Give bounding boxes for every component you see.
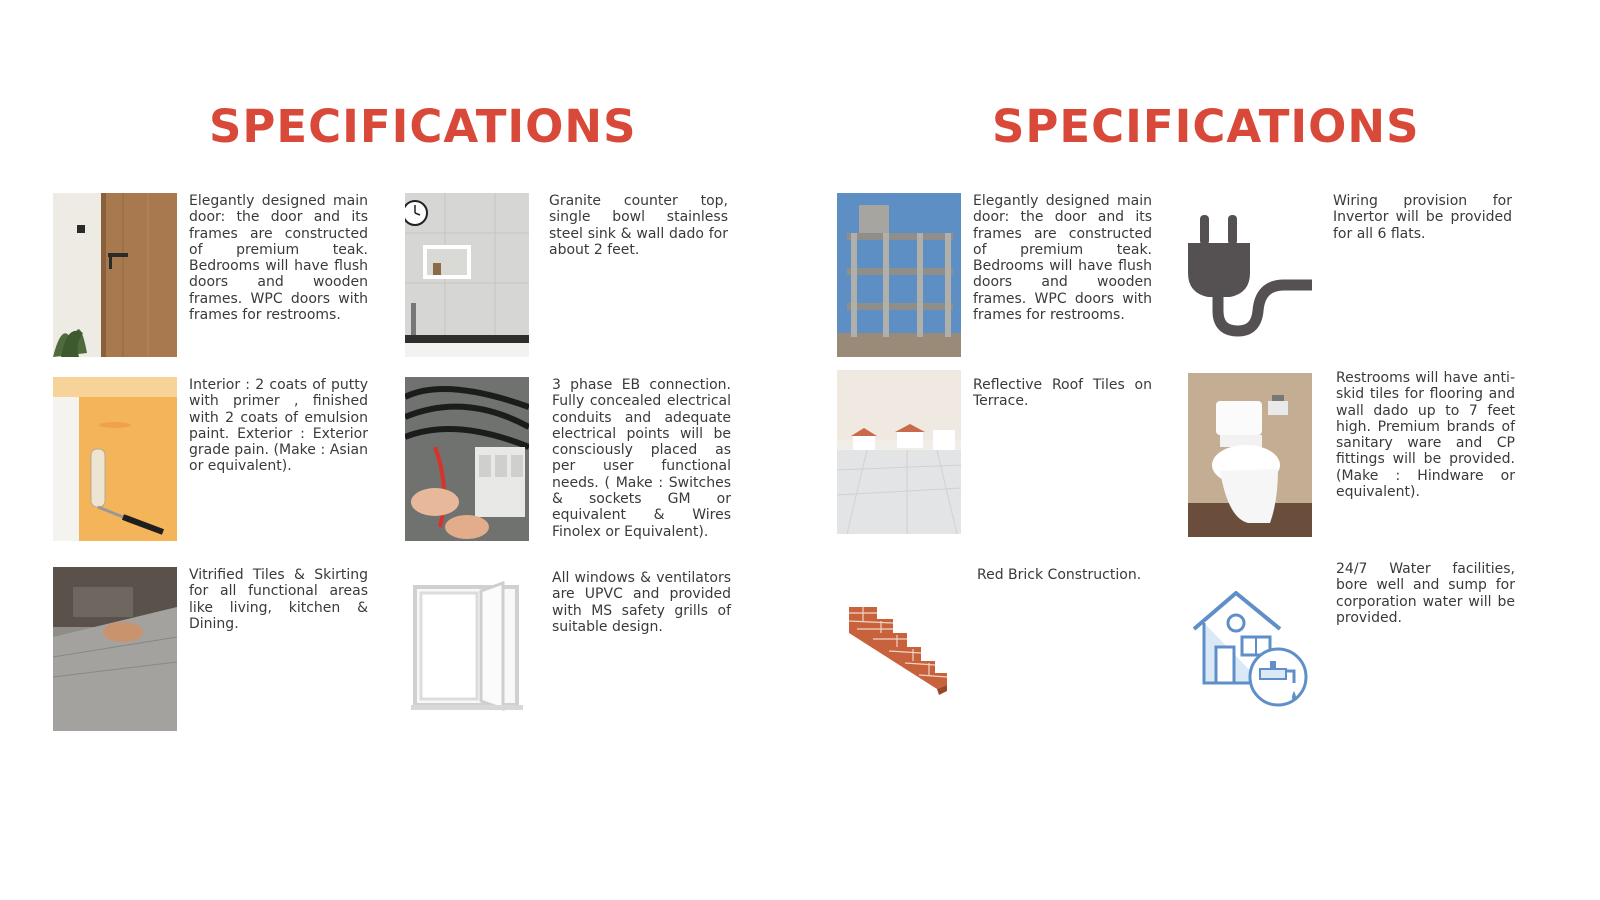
- power-plug-icon: [1188, 193, 1312, 357]
- spec-text-water: 24/7 Water facilities, bore well and sump for corporation water will be provided.: [1336, 561, 1515, 626]
- page-title-left: SPECIFICATIONS: [209, 100, 637, 153]
- spec-text-kitchen: Granite counter top, single bowl stainless steel sink & wall dado for about 2 feet.: [549, 193, 728, 258]
- spec-text-main-door: Elegantly designed main door: the door and its frames are constructed of premium teak. Bedrooms will have flush doors and wooden frames. WPC doors with frames for restrooms.: [189, 193, 368, 324]
- roof-terrace-photo: [837, 370, 961, 534]
- door-photo: [53, 193, 177, 357]
- spec-text-tiles: Vitrified Tiles & Skirting for all functional areas like living, kitchen & Dining.: [189, 567, 368, 632]
- house-water-tap-icon: [1188, 567, 1312, 731]
- red-brick-wall-icon: [837, 567, 961, 731]
- upvc-window-photo: [405, 567, 529, 731]
- spec-text-roof-tiles: Reflective Roof Tiles on Terrace.: [973, 377, 1152, 410]
- spec-text-restrooms: Restrooms will have anti-skid tiles for flooring and wall dado up to 7 feet high. Premium brands of sanitary ware and CP fittings will be provided. (Make : Hindware or equivalent).: [1336, 370, 1515, 501]
- paint-roller-photo: [53, 377, 177, 541]
- tile-laying-photo: [53, 567, 177, 731]
- page-title-right: SPECIFICATIONS: [992, 100, 1420, 153]
- building-structure-photo: [837, 193, 961, 357]
- spec-text-windows: All windows & ventilators are UPVC and provided with MS safety grills of suitable design.: [552, 570, 731, 635]
- kitchen-photo: [405, 193, 529, 357]
- spec-text-electrical: 3 phase EB connection. Fully concealed electrical conduits and adequate electrical points will be consciously placed as per user functional needs. ( Make : Switches & sockets GM or equivalent & Wires Finolex or Equivalent).: [552, 377, 731, 540]
- spec-text-red-brick: Red Brick Construction.: [977, 567, 1142, 583]
- spec-text-painting: Interior : 2 coats of putty with primer , finished with 2 coats of emulsion paint. Exterior : Exterior grade pain. (Make : Asian or equivalent).: [189, 377, 368, 475]
- electrical-panel-photo: [405, 377, 529, 541]
- spec-text-main-door-2: Elegantly designed main door: the door and its frames are constructed of premium teak. Bedrooms will have flush doors and wooden frames. WPC doors with frames for restrooms.: [973, 193, 1152, 324]
- spec-text-invertor: Wiring provision for Invertor will be provided for all 6 flats.: [1333, 193, 1512, 242]
- toilet-photo: [1188, 373, 1312, 537]
